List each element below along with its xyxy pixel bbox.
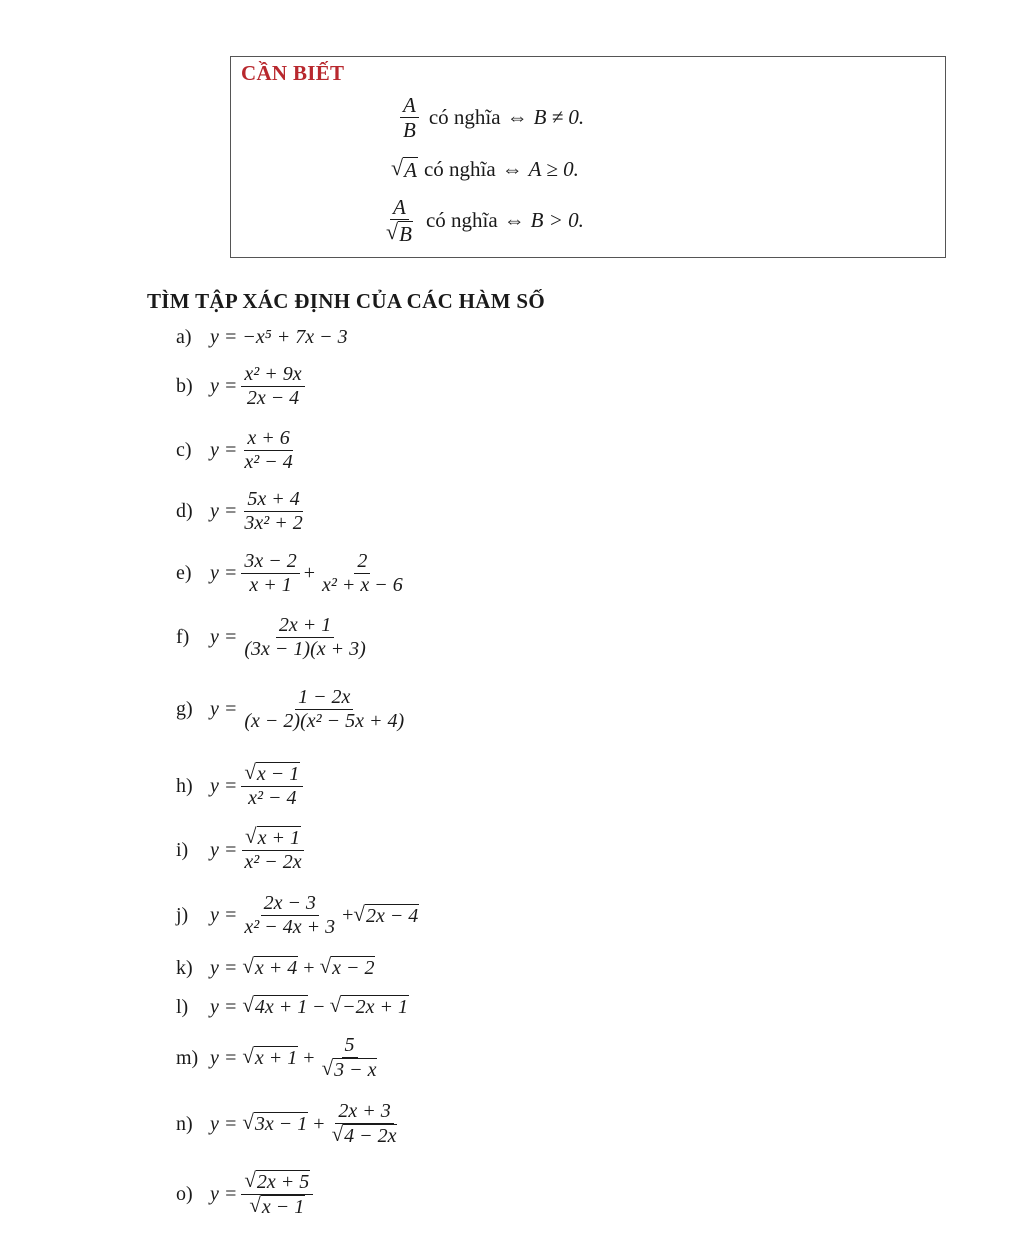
exercise-e: e) y = $\frac{3x - 2}{x + 1}$ + $\frac{2}{\text{x² + x − 6}}$ (176, 550, 403, 596)
rule-fraction: $\frac{A}{B}$ có nghĩa ⇔ B ≠ 0. (396, 93, 590, 142)
knowledge-box (230, 56, 946, 258)
exercise-f: f) y = $\frac{2x + 1}{(3x - 1)(x + 3)}$ (176, 614, 366, 660)
box-title: CẦN BIẾT (241, 61, 345, 85)
exercise-a: a) y = −x⁵ + 7x − 3 (176, 326, 348, 348)
exercise-i: i) y = √ x + 1 x² − 2x (176, 826, 309, 874)
exercise-o: o) y = √ 2x + 5 √ x − 1 (176, 1170, 317, 1219)
exercise-n: n) y = √ 3x − 1 + 2x + 3 √ 4 − 2x (176, 1100, 397, 1147)
exercise-b: b) y = $\frac{\text{x² + 9x}}{2x - 4}$ (176, 363, 309, 410)
section-heading: TÌM TẬP XÁC ĐỊNH CỦA CÁC HÀM SỐ (147, 289, 546, 313)
rule-sqrt: √ A có nghĩa ⇔ A ≥ 0. (391, 155, 579, 182)
exercise-c: c) y = $\frac{x + 6}{\text{x² − 4}}$ (176, 427, 293, 473)
rule-fraction-sqrt: A √ B có nghĩa ⇔ B > 0. (386, 195, 584, 247)
exercise-d: d) y = $\frac{5x + 4}{\text{3x² + 2}}$ (176, 488, 303, 534)
exercise-j: j) y = $\frac{2x - 3}{\text{x² − 4x + 3}}$ + √ 2x − 4 (176, 892, 419, 938)
exercise-k: k) y = √ x + 4 + √ x − 2 (176, 954, 375, 979)
exercise-g: g) y = $\frac{1 - 2x}{\text{(x − 2)(x² − 5x + 4)}}$ (176, 686, 405, 732)
exercise-h: h) y = √ x − 1 x² − 4 (176, 762, 307, 810)
exercise-l: l) y = √ 4x + 1 − √ −2x + 1 (176, 993, 408, 1018)
exercise-m: m) y = √ x + 1 + 5 √ 3 − x (176, 1034, 377, 1081)
